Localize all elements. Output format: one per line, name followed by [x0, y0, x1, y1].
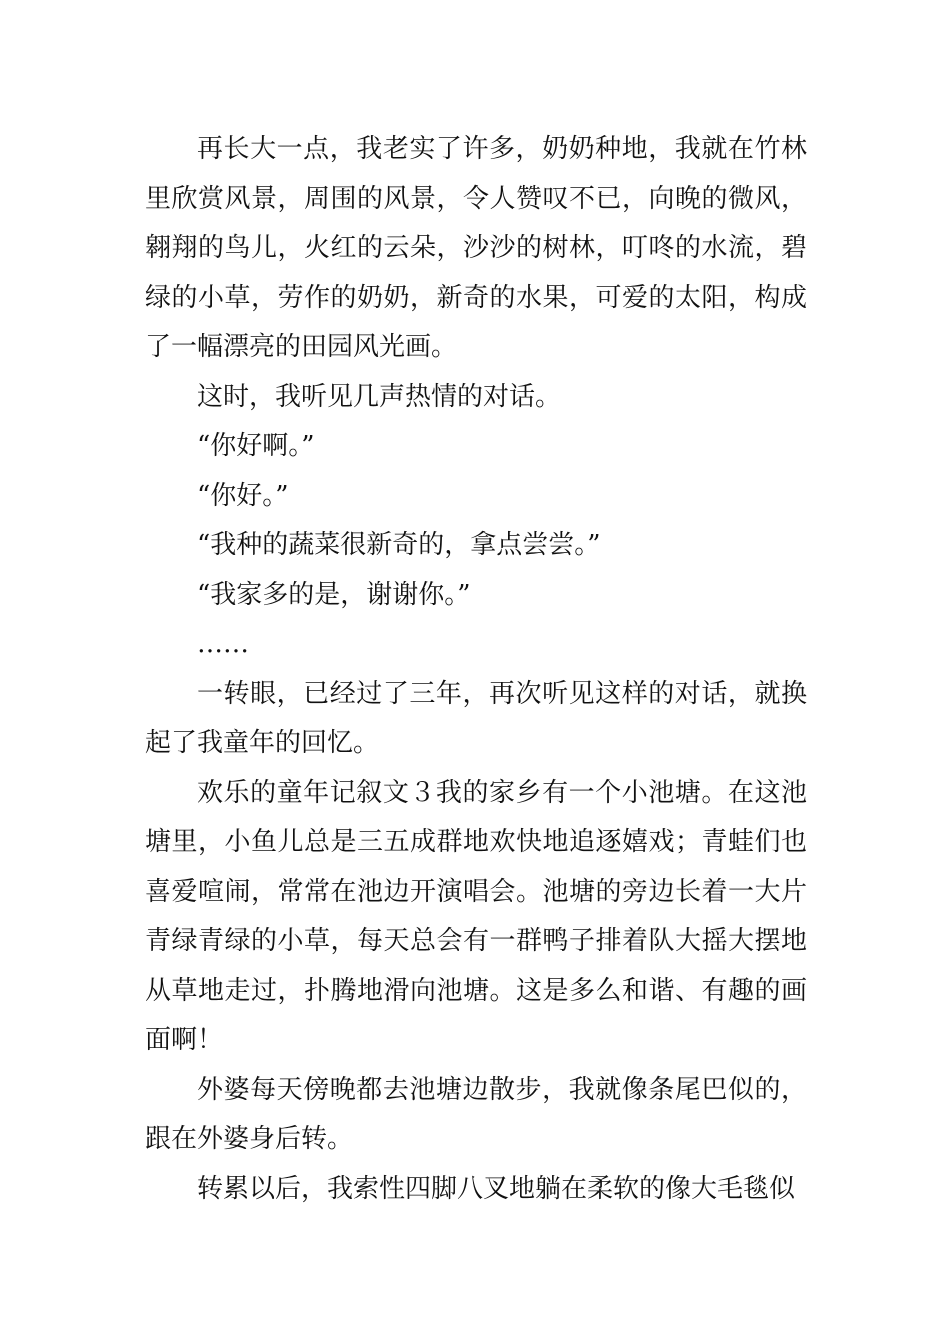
paragraph: 转累以后，我索性四脚八叉地躺在柔软的像大毛毯似	[197, 1173, 796, 1204]
document-body	[145, 125, 807, 1214]
paragraph: 再长大一点，我老实了许多，奶奶种地，我就在竹林里欣赏风景，周围的风景，令人赞叹不已，向晚的微风，翱翔的鸟儿，火红的云朵，沙沙的树林，叮咚的水流，碧绿的小草，劳作的奶奶，新奇的水果，可爱的太阳，构成了一幅漂亮的田园风光画。	[145, 134, 807, 362]
paragraph: 一转眼，已经过了三年，再次听见这样的对话，就换起了我童年的回忆。	[145, 678, 807, 758]
paragraph: “你好。”	[197, 480, 289, 511]
paragraph: 这时，我听见几声热情的对话。	[197, 381, 562, 412]
paragraph: 外婆每天傍晚都去池塘边散步，我就像条尾巴似的，跟在外婆身后转。	[145, 1074, 807, 1154]
paragraph: 欢乐的童年记叙文３我的家乡有一个小池塘。在这池塘里，小鱼儿总是三五成群地欢快地追逐嬉戏；青蛙们也喜爱喧闹，常常在池边开演唱会。池塘的旁边长着一大片青绿青绿的小草，每天总会有一群鸭子排着队大摇大摆地从草地走过，扑腾地滑向池塘。这是多么和谐、有趣的画面啊！	[145, 777, 807, 1055]
paragraph: “我种的蔬菜很新奇的，拿点尝尝。”	[197, 530, 601, 560]
ellipsis-paragraph: ……	[197, 629, 249, 659]
paragraph: “我家多的是，谢谢你。”	[197, 579, 471, 610]
paragraph: “你好啊。”	[197, 431, 315, 461]
